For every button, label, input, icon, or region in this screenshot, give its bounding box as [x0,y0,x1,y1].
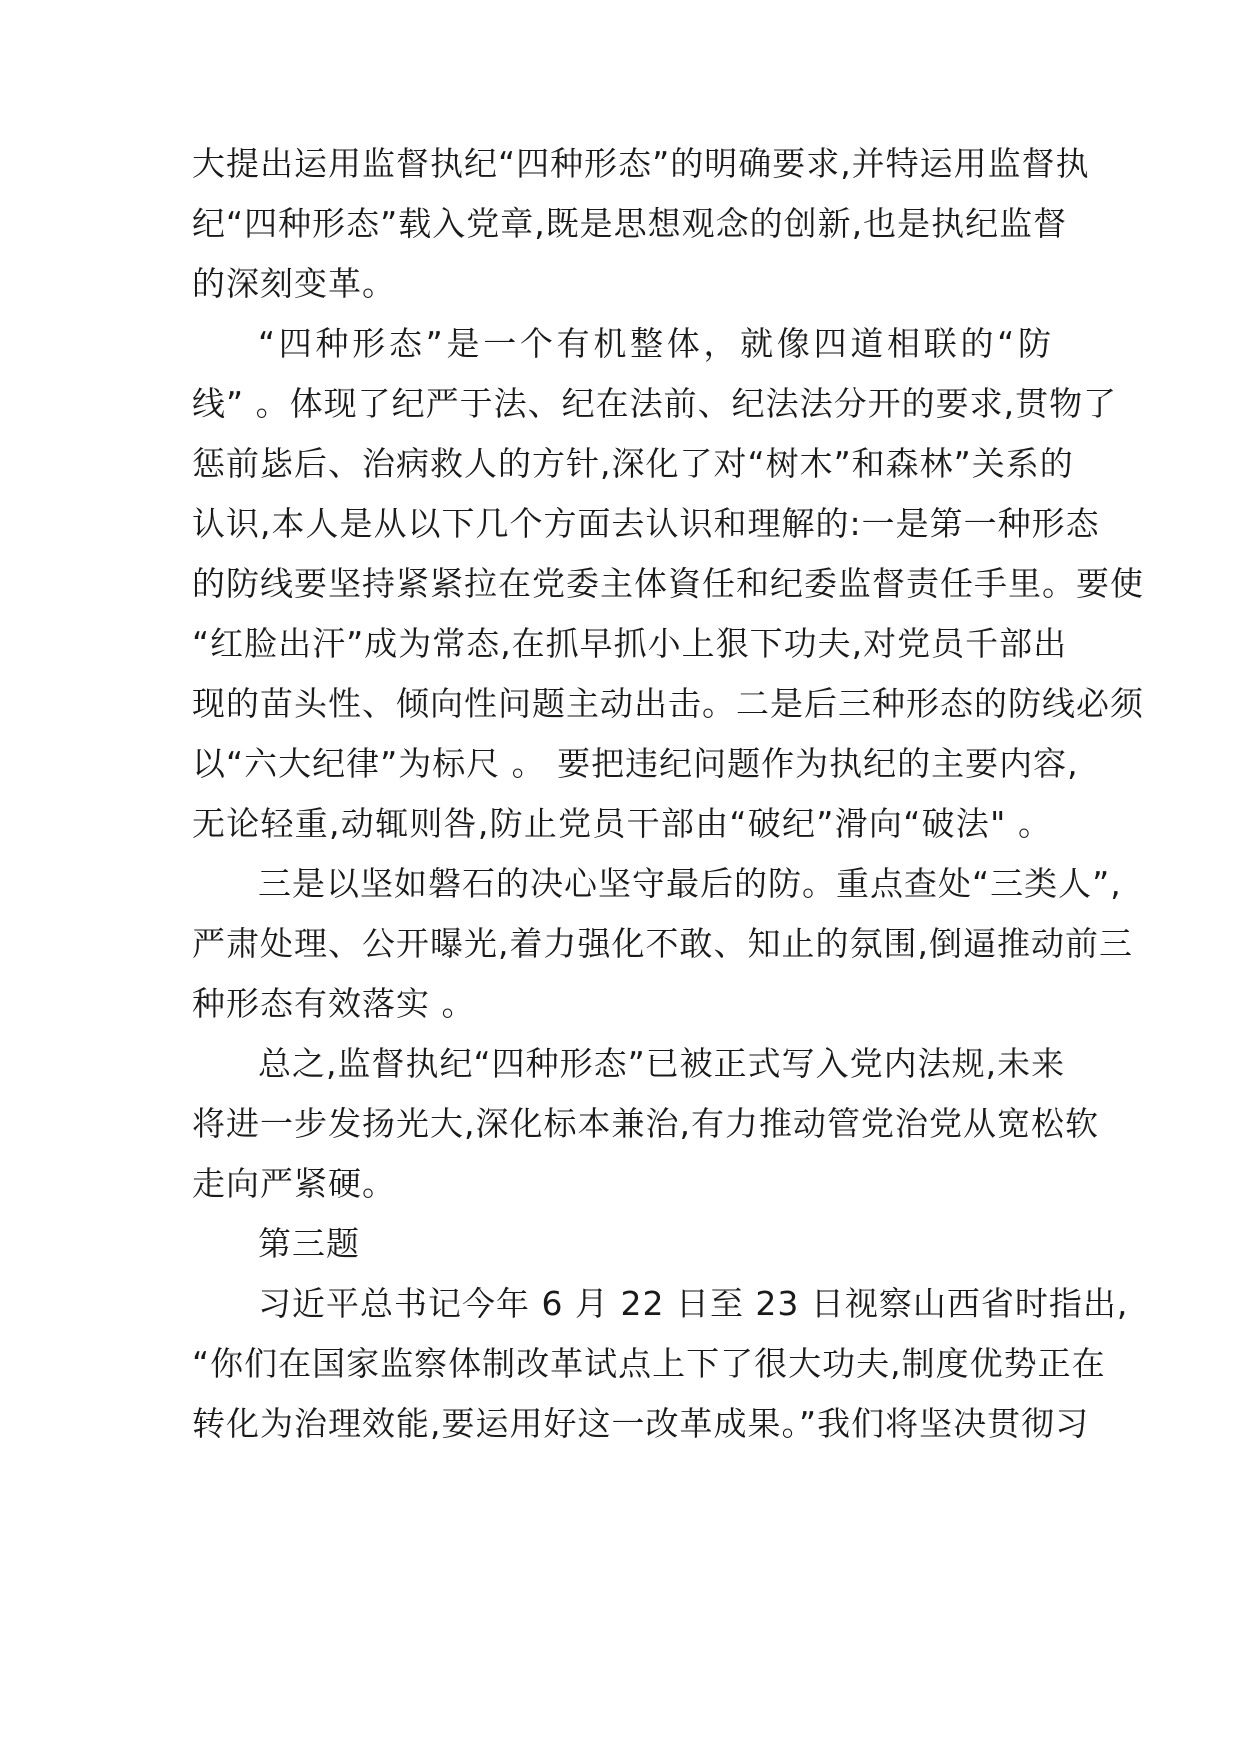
text-line: 严肃处理、公开曝光,着力强化不敢、知止的氛围,倒逼推动前三 [192,924,1133,963]
text-line: 的防线要坚持紧紧拉在党委主体資任和纪委监督责任手里。要使 [192,564,1144,603]
text-line: 现的苗头性、倾向性问题主动出击。二是后三种形态的防线必须 [192,684,1144,723]
text-line: 转化为治理效能,要运用好这一改革成果。”我们将坚决贯彻习 [192,1404,1090,1443]
text-line: 种形态有效落实 。 [192,984,476,1023]
text-line: 将进一步发扬光大,深化标本兼治,有力推动管党治党从宽松软 [192,1104,1099,1143]
text-line: 大提出运用监督执纪“四种形态”的明确要求,并特运用监督执 [192,144,1090,183]
text-line: “四种形态”是一个有机整体，就像四道相联的“防 [258,324,1052,363]
text-line: 纪“四种形态”载入党章,既是思想观念的创新,也是执纪监督 [192,204,1068,243]
text-line: 线” 。体现了纪严于法、纪在法前、纪法法分开的要求,贯物了 [192,384,1118,423]
text-line: 以“六大纪律”为标尺 。 要把违纪问题作为执纪的主要内容, [192,744,1079,783]
text-line: 走向严紧硬。 [192,1164,396,1203]
text-line: 总之,监督执纪“四种形态”已被正式写入党内法规,未来 [258,1044,1066,1083]
text-line: 习近平总书记今年 6 月 22 日至 23 日视察山西省时指出, [258,1284,1129,1323]
text-line: “你们在国家监察体制改革试点上下了很大功夫,制度优势正在 [192,1344,1106,1383]
text-line: “红脸出汗”成为常态,在抓早抓小上狠下功夫,对党员千部出 [192,624,1068,663]
text-line: 三是以坚如磐石的决心坚守最后的防。重点查处“三类人”, [258,864,1122,903]
text-line: 的深刻变革。 [192,264,396,303]
text-line: 认识,本人是从以下几个方面去认识和理解的:一是第一种形态 [192,504,1100,543]
text-line: 无论轻重,动辄则咎,防止党员干部由“破纪”滑向“破法" 。 [192,804,1052,843]
text-line: 惩前毖后、治病救人的方针,深化了对“树木”和森林”关系的 [192,444,1074,483]
section-heading: 第三题 [258,1224,360,1263]
